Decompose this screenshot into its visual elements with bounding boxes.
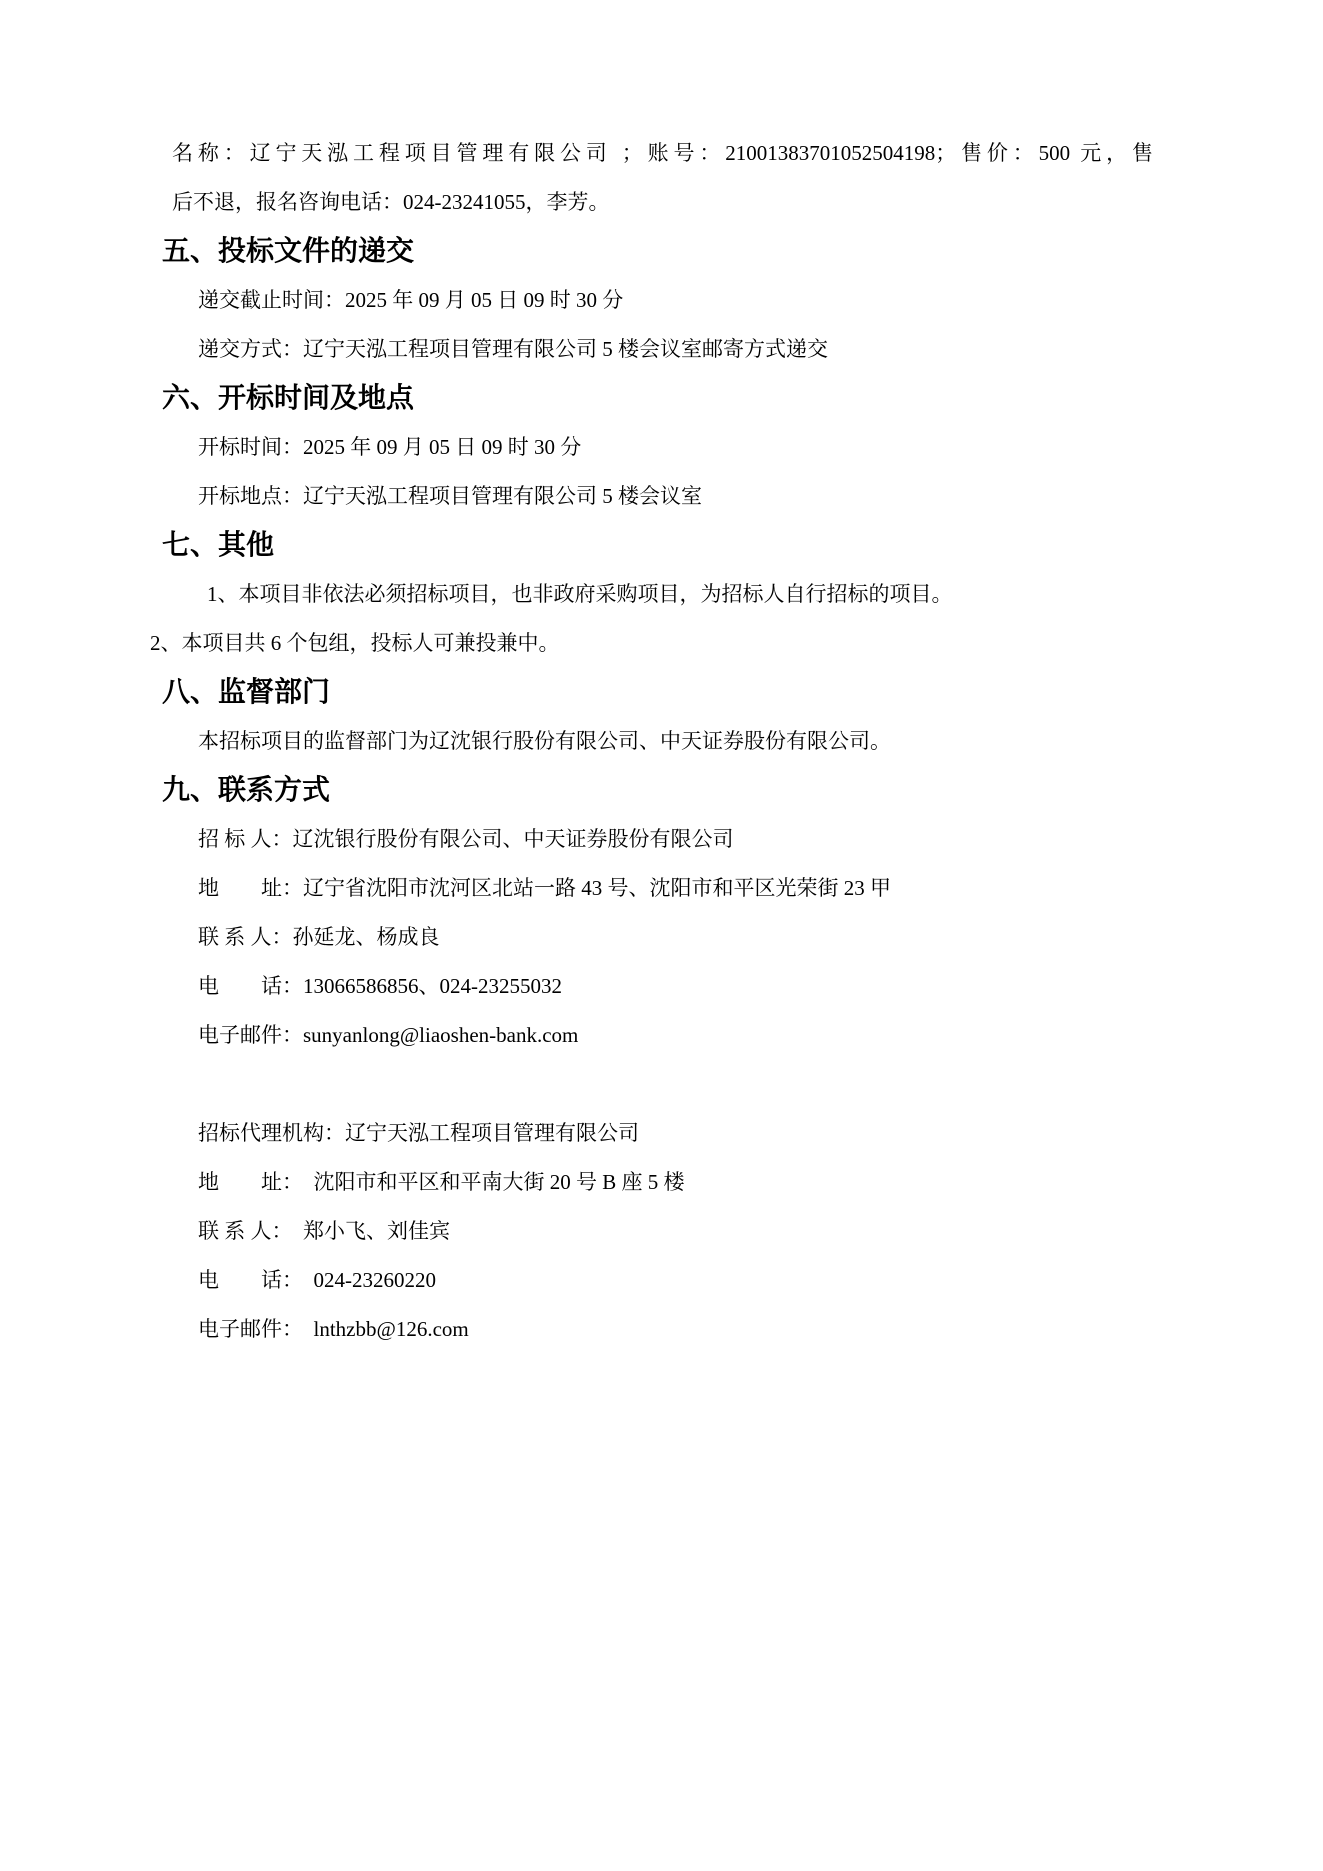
purchase-info-line2: 后不退，报名咨询电话：024-23241055，李芳。 xyxy=(172,190,610,214)
blank-line xyxy=(150,1060,1155,1109)
agency-phone: 电 话： 024-23260220 xyxy=(198,1268,436,1292)
tenderer-contact-person: 联 系 人：孙延龙、杨成良 xyxy=(198,925,440,949)
section8-body: 本招标项目的监督部门为辽沈银行股份有限公司、中天证券股份有限公司。 xyxy=(198,729,891,753)
agency-address: 地 址： 沈阳市和平区和平南大街 20 号 B 座 5 楼 xyxy=(198,1170,685,1194)
purchase-info-line1: 名称：辽宁天泓工程项目管理有限公司 ；账号：21001383701052504198；售价：500 元，售 xyxy=(172,141,1153,165)
section6-bid-opening-time: 开标时间：2025 年 09 月 05 日 09 时 30 分 xyxy=(198,435,582,459)
agency-name: 招标代理机构：辽宁天泓工程项目管理有限公司 xyxy=(198,1121,639,1145)
agency-email: 电子邮件： lnthzbb@126.com xyxy=(198,1317,469,1341)
section9-heading: 九、联系方式 xyxy=(162,775,331,806)
section7-item2: 2、本项目共 6 个包组，投标人可兼投兼中。 xyxy=(150,631,560,655)
section5-submission-deadline: 递交截止时间：2025 年 09 月 05 日 09 时 30 分 xyxy=(198,288,624,312)
document-content xyxy=(150,129,1155,1354)
tenderer-name: 招 标 人：辽沈银行股份有限公司、中天证券股份有限公司 xyxy=(198,827,734,851)
section5-submission-method: 递交方式：辽宁天泓工程项目管理有限公司 5 楼会议室邮寄方式递交 xyxy=(198,337,828,361)
tenderer-email: 电子邮件：sunyanlong@liaoshen-bank.com xyxy=(198,1023,579,1047)
agency-contact-person: 联 系 人： 郑小飞、刘佳宾 xyxy=(198,1219,450,1243)
section6-heading: 六、开标时间及地点 xyxy=(162,383,415,414)
section8-heading: 八、监督部门 xyxy=(162,677,331,708)
section6-bid-opening-place: 开标地点：辽宁天泓工程项目管理有限公司 5 楼会议室 xyxy=(198,484,702,508)
section5-heading: 五、投标文件的递交 xyxy=(162,236,415,267)
tenderer-address: 地 址：辽宁省沈阳市沈河区北站一路 43 号、沈阳市和平区光荣街 23 甲 xyxy=(198,876,891,900)
section7-heading: 七、其他 xyxy=(162,530,275,561)
tenderer-phone: 电 话：13066586856、024-23255032 xyxy=(198,974,562,998)
section7-item1: 1、本项目非依法必须招标项目，也非政府采购项目，为招标人自行招标的项目。 xyxy=(207,582,953,606)
